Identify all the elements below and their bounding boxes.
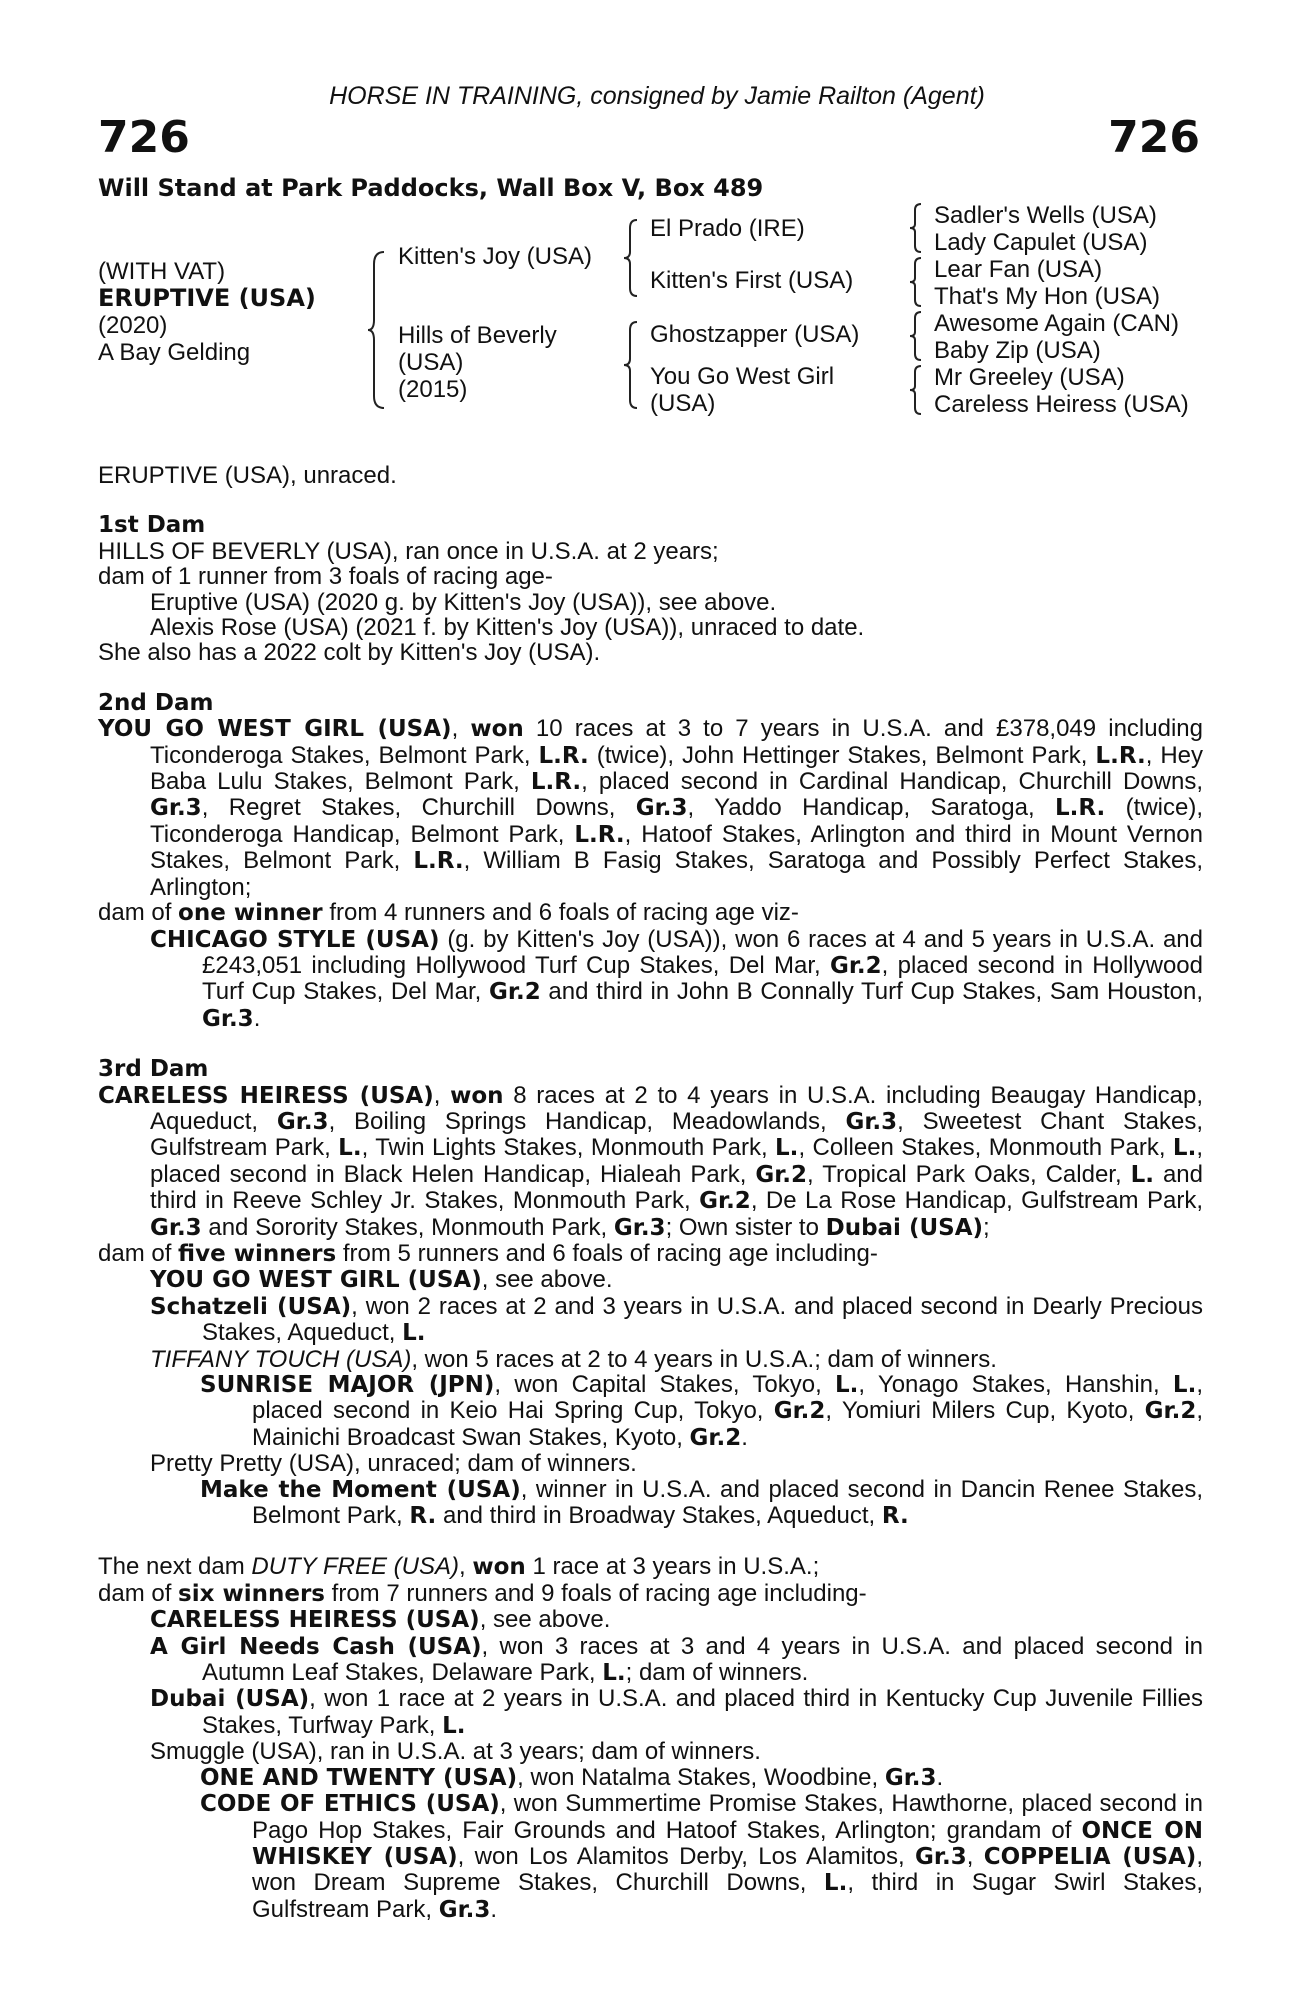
gen3-el-prado: El Prado (IRE) [650, 215, 805, 242]
produce-sunrise-major: SUNRISE MAJOR (JPN), won Capital Stakes, Tokyo, L., Yonago Stakes, Hanshin, L., placed second in Keio Hai Spring Cup, Tokyo, Gr.2, Yomiuri Milers Cup, Kyoto, Gr.2, Mainichi Broadcast Swan Stakes, Kyoto, Gr.2. [200, 1371, 1203, 1451]
horse-year: (2020) [98, 312, 168, 339]
produce-make-the-moment: Make the Moment (USA), winner in U.S.A. and placed second in Dancin Renee Stakes, Belmont Park, R. and third in Broadway Stakes, Aqueduct, R. [200, 1475, 1203, 1530]
pedigree-brace-g4-4 [908, 364, 924, 416]
third-dam-record: CARELESS HEIRESS (USA), won 8 races at 2 to 4 years in U.S.A. including Beaugay Handicap, Aqueduct, Gr.3, Boiling Springs Handicap, Meadowlands, Gr.3, Sweetest Chant Stakes, Gulfstream Park, L., Twin Lights Stakes, Monmouth Park, L., Colleen Stakes, Monmouth Park, L., placed second in Black Helen Handicap, Hialeah Park, Gr.2, Tropical Park Oaks, Calder, L. and third in Reeve Schley Jr. Stakes, Monmouth Park, Gr.2, De La Rose Handicap, Gulfstream Park, Gr.3 and Sorority Stakes, Monmouth Park, Gr.3; Own sister to Dubai (USA); [98, 1081, 1204, 1241]
third-dam-produce-intro: dam of five winners from 5 runners and 6 foals of racing age including- [98, 1239, 878, 1267]
horse-info [98, 258, 316, 366]
catalogue-subtitle: HORSE IN TRAINING, consigned by Jamie Railton (Agent) [329, 82, 985, 110]
produce-alexis-rose: Alexis Rose (USA) (2021 f. by Kitten's Joy (USA)), unraced to date. [150, 614, 865, 642]
second-dam-produce-intro: dam of one winner from 4 runners and 6 foals of racing age viz- [98, 899, 799, 927]
sire-name: Kitten's Joy (USA) [398, 243, 592, 270]
pedigree-brace-dam [622, 320, 640, 410]
produce-schatzeli: Schatzeli (USA), won 2 races at 2 and 3 years in U.S.A. and placed second in Dearly Precious Stakes, Aqueduct, L. [150, 1292, 1204, 1347]
first-dam-produce-intro: dam of 1 runner from 3 foals of racing age- [98, 563, 553, 591]
produce-dubai: Dubai (USA), won 1 race at 2 years in U.S.A. and placed third in Kentucky Cup Juvenile Fillies Stakes, Turfway Park, L. [150, 1685, 1204, 1739]
second-dam-record: YOU GO WEST GIRL (USA), won 10 races at 3 to 7 years in U.S.A. and £378,049 including Ticonderoga Stakes, Belmont Park, L.R. (twice), John Hettinger Stakes, Belmont Park, L.R., Hey Baba Lulu Stakes, Belmont Park, L.R., placed second in Cardinal Handicap, Churchill Downs, Gr.3, Regret Stakes, Churchill Downs, Gr.3, Yaddo Handicap, Saratoga, L.R. (twice), Ticonderoga Handicap, Belmont Park, L.R., Hatoof Stakes, Arlington and third in Mount Vernon Stakes, Belmont Park, L.R., William B Fasig Stakes, Saratoga and Possibly Perfect Stakes, Arlington; [98, 715, 1204, 901]
pedigree-brace-g4-1 [908, 202, 924, 254]
horse-name: ERUPTIVE (USA) [98, 284, 316, 312]
next-dam-produce-intro: dam of six winners from 7 runners and 9 foals of racing age including- [98, 1579, 867, 1607]
gen3-you-go-west-girl-line2: (USA) [650, 390, 716, 417]
pedigree-brace-main [366, 250, 388, 410]
dam-name [398, 322, 557, 403]
stand-location: Will Stand at Park Paddocks, Wall Box V, Box 489 [98, 174, 764, 202]
gen3-you-go-west-girl-line1: You Go West Girl [650, 363, 835, 390]
produce-pretty-pretty: Pretty Pretty (USA), unraced; dam of winners. [150, 1450, 637, 1478]
produce-one-and-twenty: ONE AND TWENTY (USA), won Natalma Stakes, Woodbine, Gr.3. [200, 1763, 944, 1791]
gen4-lear-fan: Lear Fan (USA) [934, 256, 1103, 283]
gen4-sadlers-wells: Sadler's Wells (USA) [934, 202, 1157, 229]
gen4-thats-my-hon: That's My Hon (USA) [934, 283, 1160, 310]
produce-careless-heiress: CARELESS HEIRESS (USA), see above. [150, 1606, 611, 1634]
second-dam-heading: 2nd Dam [98, 689, 214, 716]
gen4-careless-heiress: Careless Heiress (USA) [934, 391, 1189, 418]
produce-you-go-west-girl: YOU GO WEST GIRL (USA), see above. [150, 1266, 613, 1294]
first-dam-heading: 1st Dam [98, 512, 206, 539]
pedigree-brace-g4-3 [908, 310, 924, 362]
first-dam-line: HILLS OF BEVERLY (USA), ran once in U.S.A. at 2 years; [98, 537, 719, 565]
next-dam-record: The next dam DUTY FREE (USA), won 1 race at 3 years in U.S.A.; [98, 1553, 820, 1581]
produce-chicago-style: CHICAGO STYLE (USA) (g. by Kitten's Joy (USA)), won 6 races at 4 and 5 years in U.S.A. and £243,051 including Hollywood Turf Cup Stakes, Del Mar, Gr.2, placed second in Hollywood Turf Cup Stakes, Del Mar, Gr.2 and third in John B Connally Turf Cup Stakes, Sam Houston, Gr.3. [150, 925, 1204, 1032]
first-dam-note: She also has a 2022 colt by Kitten's Joy (USA). [98, 639, 601, 667]
horse-description: A Bay Gelding [98, 339, 251, 366]
produce-smuggle: Smuggle (USA), ran in U.S.A. at 3 years; dam of winners. [150, 1738, 761, 1766]
pedigree-brace-sire [622, 218, 640, 298]
lot-number-right: 726 [1108, 112, 1200, 163]
dam-country-line: (USA) [398, 349, 464, 376]
gen3-kittens-first: Kitten's First (USA) [650, 267, 854, 294]
produce-tiffany-touch: TIFFANY TOUCH (USA), won 5 races at 2 to 4 years in U.S.A.; dam of winners. [150, 1345, 997, 1373]
dam-name-line: Hills of Beverly [398, 322, 557, 349]
produce-eruptive: Eruptive (USA) (2020 g. by Kitten's Joy (USA)), see above. [150, 588, 777, 616]
lot-number-left: 726 [98, 112, 190, 163]
gen4-awesome-again: Awesome Again (CAN) [934, 310, 1179, 337]
gen4-lady-capulet: Lady Capulet (USA) [934, 229, 1148, 256]
gen3-ghostzapper: Ghostzapper (USA) [650, 321, 860, 348]
dam-year-line: (2015) [398, 376, 468, 403]
gen4-baby-zip: Baby Zip (USA) [934, 337, 1101, 364]
catalogue-body [98, 463, 1203, 1923]
vat-note: (WITH VAT) [98, 258, 226, 285]
pedigree-brace-g4-2 [908, 256, 924, 308]
produce-code-of-ethics: CODE OF ETHICS (USA), won Summertime Promise Stakes, Hawthorne, placed second in Pago Hop Stakes, Fair Grounds and Hatoof Stakes, Arlington; grandam of ONCE ON WHISKEY (USA), won Los Alamitos Derby, Los Alamitos, Gr.3, COPPELIA (USA), won Dream Supreme Stakes, Churchill Downs, L., third in Sugar Swirl Stakes, Gulfstream Park, Gr.3. [200, 1790, 1204, 1923]
gen4-mr-greeley: Mr Greeley (USA) [934, 364, 1125, 391]
gen3-you-go-west-girl [650, 363, 834, 417]
produce-a-girl-needs-cash: A Girl Needs Cash (USA), won 3 races at 3 and 4 years in U.S.A. and placed second in Autumn Leaf Stakes, Delaware Park, L.; dam of winners. [150, 1632, 1204, 1687]
third-dam-heading: 3rd Dam [98, 1056, 209, 1083]
horse-summary: ERUPTIVE (USA), unraced. [98, 462, 397, 489]
